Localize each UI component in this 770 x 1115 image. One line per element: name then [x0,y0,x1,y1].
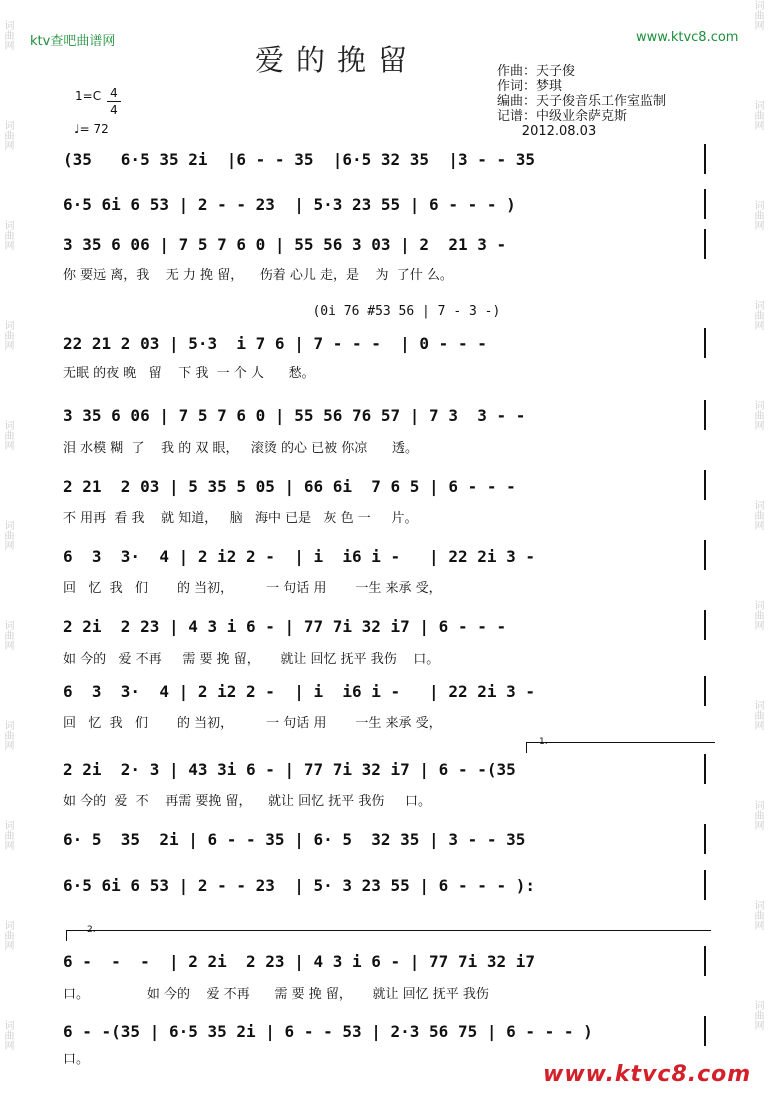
barline [704,824,706,854]
notation-row: 6 3 3· 4 | 2 i2 2 - | i i6 i - | 22 2i 3 - [63,547,536,566]
watermark-text: 词曲网 [2,320,13,350]
notation-row: 2 2i 2· 3 | 43 3i 6 - | 77 7i 32 i7 | 6 - -(35 [63,760,516,779]
credit-lyricist: 作词：梦琪 [497,79,563,94]
watermark-text: 词曲网 [752,800,763,830]
lyric-row: 不 用再 看 我 就 知道， 脑 海中 已是 灰 色 一 片。 [63,511,418,526]
lyric-row: 口。 [63,1052,90,1067]
footer-logo[interactable]: www.ktvc8.com [543,1062,752,1087]
watermark-text: 词曲网 [752,1000,763,1030]
site-url-right[interactable]: www.ktvc8.com [636,30,739,45]
site-name-left[interactable]: ktv查吧曲谱网 [30,34,116,49]
barline [704,1016,706,1046]
meter-bottom: 4 [110,103,118,117]
notation-row: 3 35 6 06 | 7 5 7 6 0 | 55 56 3 03 | 2 21 3 - [63,235,507,254]
barline [704,400,706,430]
notation-row: 2 2i 2 23 | 4 3 i 6 - | 77 7i 32 i7 | 6 - - - [63,617,507,636]
notation-row: 6 - - - | 2 2i 2 23 | 4 3 i 6 - | 77 7i 32 i7 [63,952,536,971]
lyric-row: 回 忆 我 们 的 当初， 一 句话 用 一生 来承 受， [63,581,442,596]
barline [704,144,706,174]
barline [704,754,706,784]
volta-1-label: 1. [539,737,548,747]
watermark-text: 词曲网 [2,620,13,650]
lyric-row: 你 要远 离，我 无 力 挽 留， 伤着 心儿 走，是 为 了什 么。 [63,268,453,283]
credit-composer: 作曲：天子俊 [497,64,576,79]
credit-transcriber: 记谱：中级业余萨克斯 [497,109,628,124]
notation-row: (0i 76 #53 56 | 7 - 3 -) [62,304,501,319]
lyric-row: 口。 如 今的 爱 不再 需 要 挽 留， 就让 回忆 抚平 我伤 [63,987,489,1002]
volta-2-label: 2. [87,925,96,935]
watermark-text: 词曲网 [2,920,13,950]
notation-row: 6·5 6i 6 53 | 2 - - 23 | 5· 3 23 55 | 6 - - - ): [63,876,536,895]
watermark-text: 词曲网 [2,520,13,550]
meter-divider [107,101,121,102]
lyric-row: 如 今的 爱 不再 需 要 挽 留， 就让 回忆 抚平 我伤 口。 [63,652,440,667]
barline [704,610,706,640]
volta-1-bracket [526,737,715,753]
watermark-text: 词曲网 [2,1020,13,1050]
notation-row: 2 21 2 03 | 5 35 5 05 | 66 6i 7 6 5 | 6 - - - [63,477,516,496]
lyric-row: 如 今的 爱 不 再需 要挽 留， 就让 回忆 抚平 我伤 口。 [63,794,432,809]
watermark-text: 词曲网 [2,20,13,50]
watermark-text: 词曲网 [752,400,763,430]
credit-date: 2012.08.03 [497,124,597,139]
watermark-left [2,0,18,1115]
notation-row: 6 3 3· 4 | 2 i2 2 - | i i6 i - | 22 2i 3 - [63,682,536,701]
watermark-text: 词曲网 [2,120,13,150]
tempo-marking: ♩= 72 [74,122,109,136]
watermark-right [752,0,768,1115]
notation-row: 6· 5 35 2i | 6 - - 35 | 6· 5 32 35 | 3 - - 35 [63,830,526,849]
watermark-text: 词曲网 [2,420,13,450]
watermark-text: 词曲网 [2,220,13,250]
notation-row: 22 21 2 03 | 5·3 i 7 6 | 7 - - - | 0 - - - [63,334,487,353]
lyric-row: 回 忆 我 们 的 当初， 一 句话 用 一生 来承 受， [63,716,442,731]
watermark-text: 词曲网 [752,700,763,730]
barline [704,470,706,500]
barline [704,328,706,358]
barline [704,676,706,706]
watermark-text: 词曲网 [752,200,763,230]
barline [704,870,706,900]
barline [704,540,706,570]
credits-block [497,64,666,139]
credit-arranger: 编曲：天子俊音乐工作室监制 [497,94,667,109]
notation-row: (35 6·5 35 2i |6 - - 35 |6·5 32 35 |3 - - 35 [63,150,536,169]
barline [704,229,706,259]
notation-row: 3 35 6 06 | 7 5 7 6 0 | 55 56 76 57 | 7 3 3 - - [63,406,526,425]
watermark-text: 词曲网 [752,600,763,630]
barline [704,946,706,976]
song-title: 爱的挽留 [255,43,420,77]
notation-row: 6·5 6i 6 53 | 2 - - 23 | 5·3 23 55 | 6 - - - ) [63,195,516,214]
watermark-text: 词曲网 [752,300,763,330]
volta-2-bracket [66,925,711,941]
lyric-row: 泪 水模 糊 了 我 的 双 眼， 滚烫 的心 已被 你凉 透。 [63,441,419,456]
watermark-text: 词曲网 [2,720,13,750]
watermark-text: 词曲网 [752,100,763,130]
watermark-text: 词曲网 [2,820,13,850]
barline [704,189,706,219]
notation-row: 6 - -(35 | 6·5 35 2i | 6 - - 53 | 2·3 56 75 | 6 - - - ) [63,1022,593,1041]
time-signature [107,86,121,117]
watermark-text: 词曲网 [752,500,763,530]
lyric-row: 无眠 的夜 晚 留 下 我 一 个 人 愁。 [63,366,315,381]
meter-top: 4 [110,86,118,100]
watermark-text: 词曲网 [752,900,763,930]
watermark-text: 词曲网 [752,0,763,30]
key-signature: 1=C [75,89,102,103]
